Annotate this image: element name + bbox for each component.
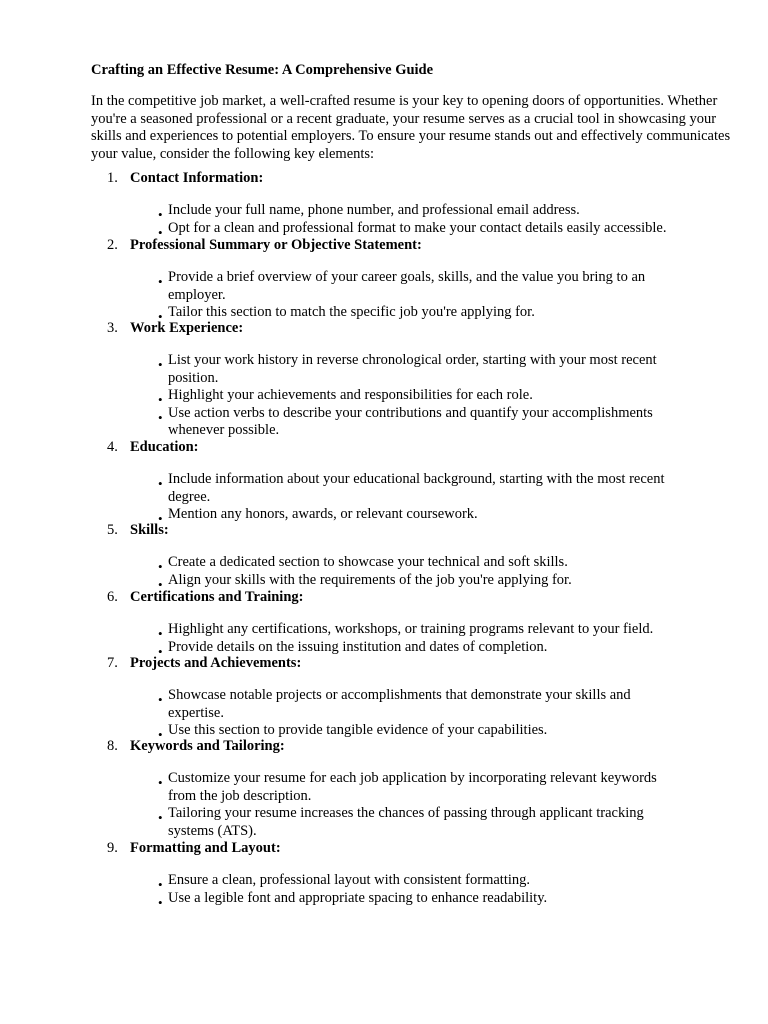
- section-number: 2.: [107, 237, 118, 254]
- section-item: [91, 320, 688, 440]
- bullet-text: Customize your resume for each job application by incorporating relevant keywords from the job description.: [168, 769, 657, 804]
- bullet-text: Create a dedicated section to showcase your technical and soft skills.: [168, 553, 568, 570]
- bullet-dot-icon: •: [158, 625, 163, 641]
- bullet-dot-icon: •: [158, 558, 163, 574]
- section-item: [91, 439, 688, 527]
- bullet-item: [91, 621, 688, 639]
- bullet-item: [91, 554, 688, 572]
- section-number: 6.: [107, 589, 118, 606]
- bullet-item: [91, 387, 688, 408]
- bullet-dot-icon: •: [158, 206, 163, 222]
- section-heading: Work Experience:: [130, 320, 244, 337]
- bullet-list: [91, 686, 688, 743]
- section-number: 4.: [107, 439, 118, 456]
- bullet-list: [91, 871, 688, 910]
- section-number: 3.: [107, 320, 118, 337]
- section-heading: Education:: [130, 439, 199, 456]
- bullet-text: Use a legible font and appropriate spacing to enhance readability.: [168, 889, 548, 906]
- bullet-dot-icon: •: [158, 727, 163, 743]
- bullet-dot-icon: •: [158, 894, 163, 910]
- bullet-text: List your work history in reverse chronological order, starting with your most recent position.: [168, 351, 657, 386]
- bullet-item: [91, 722, 688, 743]
- section-item: [91, 522, 688, 592]
- bullet-dot-icon: •: [158, 576, 163, 592]
- bullet-dot-icon: •: [158, 409, 163, 425]
- bullet-dot-icon: •: [158, 224, 163, 240]
- bullet-text: Provide a brief overview of your career goals, skills, and the value you bring to an employer.: [168, 268, 646, 303]
- bullet-dot-icon: •: [158, 273, 163, 289]
- bullet-text: Tailoring your resume increases the chances of passing through applicant tracking systems (ATS).: [168, 805, 644, 839]
- section-item: [91, 170, 688, 240]
- intro-paragraph: In the competitive job market, a well-crafted resume is your key to opening doors of opportunities. Whether you're a seasoned professional or a recent graduate, your resume serves as a crucial tool in showcasing your skills and experiences to potential employers. To ensure your resume stands out and effectively communicates your value, consider the following key elements:: [91, 93, 731, 162]
- bullet-item: [91, 805, 688, 840]
- bullet-list: [91, 268, 688, 325]
- bullet-text: Ensure a clean, professional layout with consistent formatting.: [168, 871, 531, 888]
- section-heading: Keywords and Tailoring:: [130, 738, 285, 755]
- section-item: [91, 840, 688, 910]
- bullet-item: [91, 304, 688, 325]
- bullet-text: Use action verbs to describe your contributions and quantify your accomplishments whenever possible.: [168, 404, 653, 439]
- section-item: [91, 655, 688, 743]
- bullet-dot-icon: •: [158, 392, 163, 408]
- bullet-text: Align your skills with the requirements of the job you're applying for.: [168, 571, 572, 588]
- bullet-list: [91, 201, 688, 240]
- section-heading: Formatting and Layout:: [130, 840, 281, 857]
- bullet-item: [91, 890, 688, 908]
- section-item: [91, 237, 688, 325]
- section-number: 9.: [107, 840, 118, 857]
- bullet-dot-icon: •: [158, 511, 163, 527]
- bullet-item: [91, 639, 688, 657]
- bullet-item: [91, 572, 688, 590]
- bullet-item: [91, 405, 688, 440]
- bullet-list: [91, 553, 688, 592]
- bullet-text: Mention any honors, awards, or relevant coursework.: [168, 506, 478, 523]
- bullet-dot-icon: •: [158, 475, 163, 491]
- document-title: Crafting an Effective Resume: A Comprehensive Guide: [91, 62, 434, 78]
- section-list: [91, 170, 728, 930]
- bullet-item: [91, 687, 688, 722]
- section-number: 5.: [107, 522, 118, 539]
- bullet-text: Provide details on the issuing institution and dates of completion.: [168, 638, 548, 655]
- bullet-dot-icon: •: [158, 691, 163, 707]
- bullet-text: Use this section to provide tangible evidence of your capabilities.: [168, 722, 548, 739]
- section-heading: Projects and Achievements:: [130, 655, 302, 672]
- bullet-text: Opt for a clean and professional format to make your contact details easily accessible.: [168, 219, 667, 236]
- bullet-text: Include your full name, phone number, and professional email address.: [168, 201, 580, 218]
- section-heading: Skills:: [130, 522, 169, 539]
- bullet-dot-icon: •: [158, 356, 163, 372]
- section-heading: Professional Summary or Objective Statement:: [130, 237, 422, 254]
- bullet-dot-icon: •: [158, 643, 163, 659]
- bullet-text: Highlight your achievements and responsibilities for each role.: [168, 387, 533, 404]
- section-item: [91, 589, 688, 659]
- bullet-text: Highlight any certifications, workshops, or training programs relevant to your field.: [168, 620, 654, 637]
- bullet-dot-icon: •: [158, 309, 163, 325]
- bullet-item: [91, 352, 688, 387]
- bullet-item: [91, 872, 688, 890]
- bullet-text: Showcase notable projects or accomplishments that demonstrate your skills and expertise.: [168, 686, 631, 721]
- bullet-dot-icon: •: [158, 810, 163, 826]
- bullet-item: [91, 506, 688, 527]
- bullet-list: [91, 470, 688, 527]
- bullet-item: [91, 220, 688, 238]
- section-number: 1.: [107, 170, 118, 187]
- bullet-item: [91, 471, 688, 506]
- section-number: 7.: [107, 655, 118, 672]
- bullet-item: [91, 202, 688, 220]
- bullet-item: [91, 770, 688, 805]
- bullet-item: [91, 269, 688, 304]
- bullet-list: [91, 620, 688, 659]
- section-item: [91, 738, 688, 840]
- bullet-text: Include information about your educational background, starting with the most recent degree.: [168, 470, 665, 505]
- section-heading: Certifications and Training:: [130, 589, 304, 606]
- bullet-dot-icon: •: [158, 774, 163, 790]
- section-heading: Contact Information:: [130, 170, 264, 187]
- bullet-list: [91, 352, 688, 440]
- section-number: 8.: [107, 738, 118, 755]
- bullet-text: Tailor this section to match the specific job you're applying for.: [168, 304, 535, 321]
- bullet-list: [91, 770, 688, 840]
- bullet-dot-icon: •: [158, 876, 163, 892]
